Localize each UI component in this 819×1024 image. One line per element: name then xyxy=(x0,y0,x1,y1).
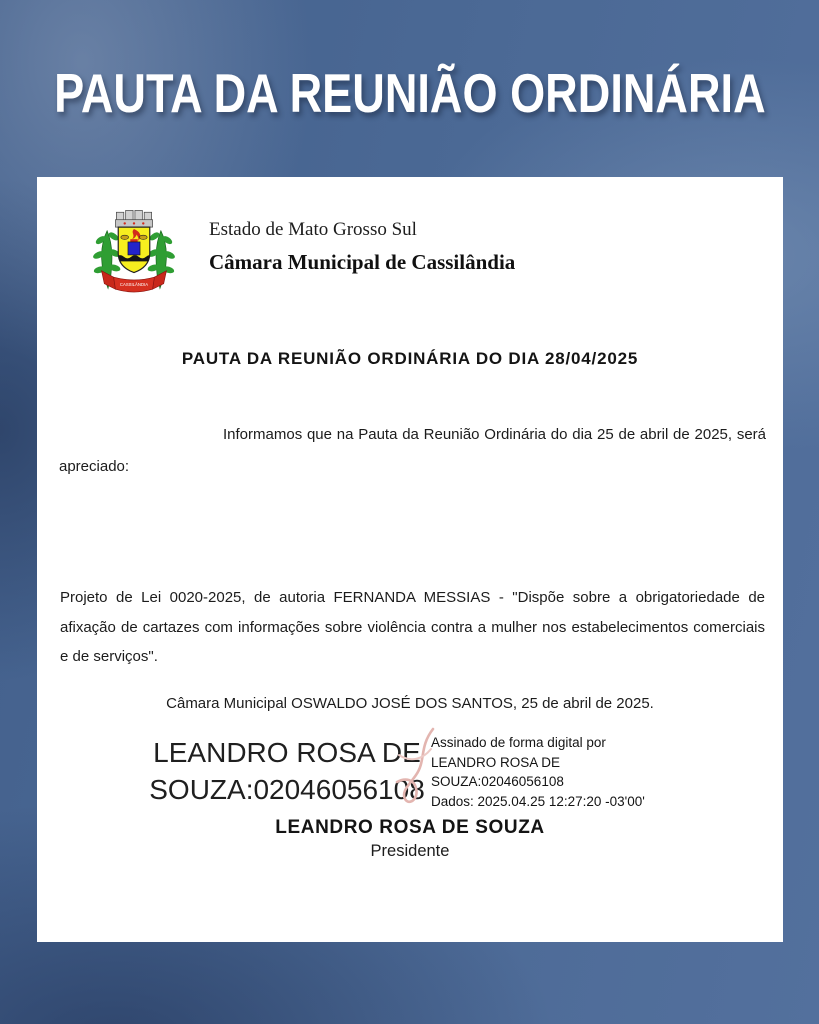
signature-detail-line4: Dados: 2025.04.25 12:27:20 -03'00' xyxy=(431,793,645,809)
signature-detail-line2: LEANDRO ROSA DE xyxy=(431,754,561,770)
place-date-line: Câmara Municipal OSWALDO JOSÉ DOS SANTOS, 25 de abril de 2025. xyxy=(166,695,654,712)
document-letterhead xyxy=(209,219,515,275)
signature-details xyxy=(431,733,701,811)
crest-mural-crown xyxy=(115,210,152,227)
document-card xyxy=(37,177,783,942)
signature-stamp-line1: LEANDRO ROSA DE xyxy=(153,737,421,768)
document-title: PAUTA DA REUNIÃO ORDINÁRIA DO DIA 28/04/2025 xyxy=(181,349,639,368)
crest-shield xyxy=(116,227,153,272)
coat-of-arms-ribbon-text: CASSILÂNDIA xyxy=(119,281,149,287)
signature-stamp-line2: SOUZA:02046056108 xyxy=(149,774,425,805)
signer-name: LEANDRO ROSA DE SOUZA xyxy=(275,817,545,838)
cassilandia-coat-of-arms-icon xyxy=(86,203,182,305)
chamber-name: Câmara Municipal de Cassilândia xyxy=(209,250,516,274)
signer-role: Presidente xyxy=(370,842,450,860)
page-title: PAUTA DA REUNIÃO ORDINÁRIA xyxy=(53,62,766,124)
bill-paragraph: Projeto de Lei 0020-2025, de autoria FERNANDA MESSIAS - "Dispõe sobre a obrigatoriedade de afixação de cartazes com informações sobre violência contra a mulher nos estabelecimentos comerciais e de serviços". xyxy=(60,589,765,665)
banner xyxy=(0,58,819,128)
state-name: Estado de Mato Grosso Sul xyxy=(209,219,417,240)
signature-detail-line3: SOUZA:02046056108 xyxy=(431,774,564,789)
intro-paragraph: Informamos que na Pauta da Reunião Ordinária do dia 25 de abril de 2025, será apreciado: xyxy=(59,426,766,475)
signature-detail-line1: Assinado de forma digital por xyxy=(431,735,606,750)
